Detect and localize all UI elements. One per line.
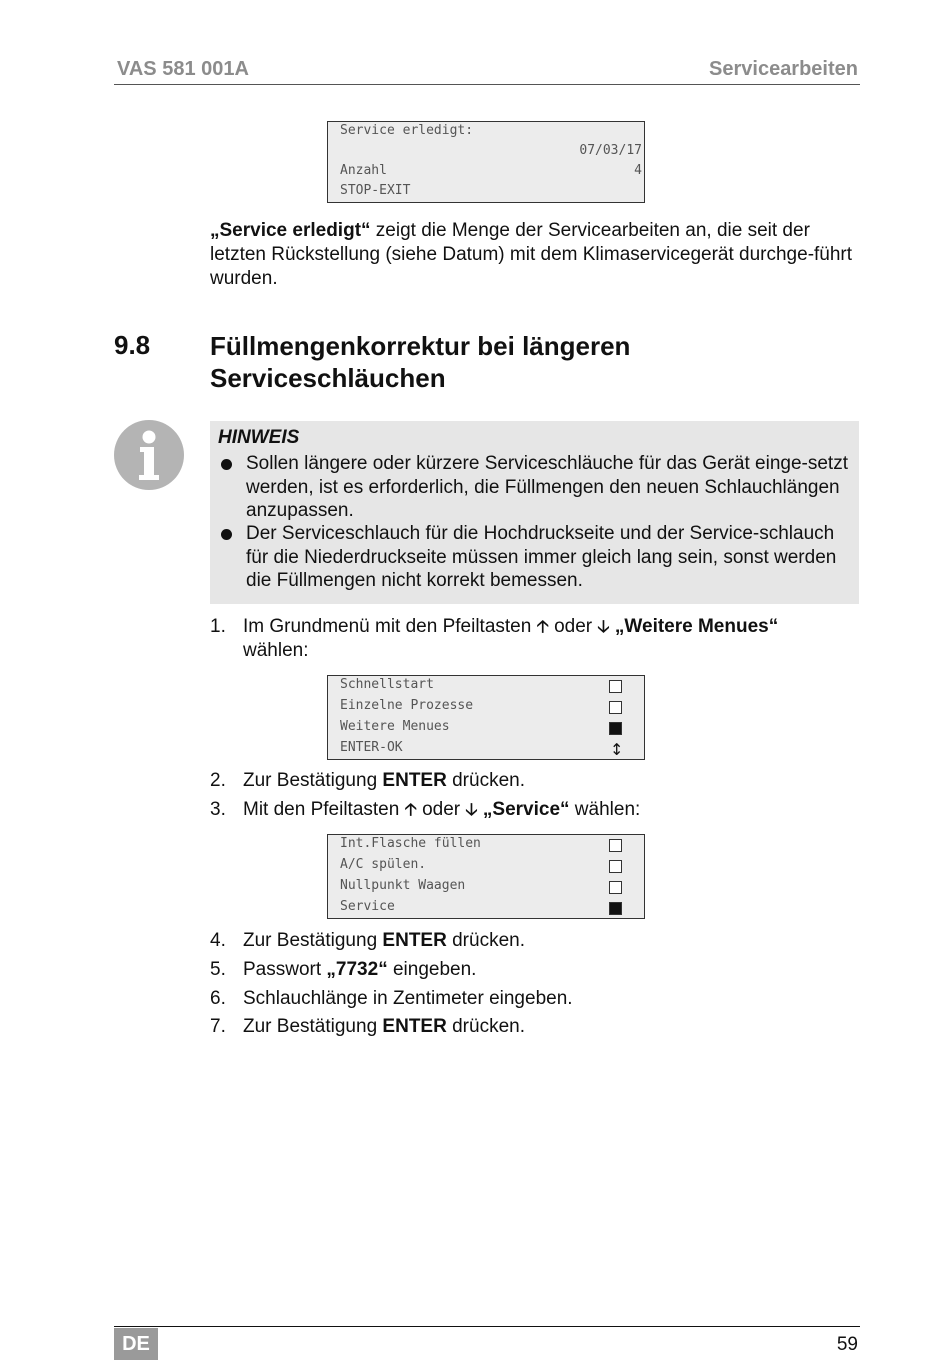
- note-title: HINWEIS: [218, 427, 300, 448]
- term: „Service erledigt“: [210, 220, 371, 241]
- lcd-menu-item: Schnellstart: [340, 677, 434, 692]
- checkbox: [609, 860, 622, 873]
- up-down-arrow-icon: ↕: [610, 740, 624, 759]
- step-text: Mit den Pfeiltasten 🡡 oder 🡣 „Service“ wählen:: [243, 799, 641, 820]
- checkbox: [609, 881, 622, 894]
- bullet: [221, 459, 232, 470]
- section-number: 9.8: [114, 330, 151, 360]
- step-number: 7.: [210, 1016, 226, 1037]
- lcd-line: STOP-EXIT: [340, 183, 411, 198]
- lcd-menu-item: Service: [340, 899, 395, 914]
- checkbox-selected: [609, 902, 622, 915]
- checkbox: [609, 701, 622, 714]
- intro-paragraph: [210, 219, 860, 291]
- bullet: [221, 529, 232, 540]
- header-rule: [114, 84, 860, 85]
- step-text: Zur Bestätigung ENTER drücken.: [243, 770, 525, 791]
- doc-id: VAS 581 001A: [117, 58, 249, 80]
- lcd-more-menu: [327, 834, 645, 919]
- language-badge: DE: [114, 1328, 158, 1360]
- note-bullet-text: Der Serviceschlauch für die Hochdruckseite und der Service-schlauch für die Niederdruckseite müssen immer gleich lang sein, sonst werden die Füllmengen nicht korrekt bemessen.: [246, 523, 837, 591]
- step-number: 1.: [210, 616, 226, 637]
- checkbox: [609, 839, 622, 852]
- step-text: Zur Bestätigung ENTER drücken.: [243, 1016, 525, 1037]
- lcd-date: 07/03/17: [579, 143, 642, 158]
- arrow-up-icon: 🡡: [404, 800, 417, 820]
- menu-name: „Service“: [482, 799, 570, 820]
- section-header: Servicearbeiten: [709, 58, 858, 80]
- step-number: 6.: [210, 988, 226, 1009]
- lcd-menu-item: Einzelne Prozesse: [340, 698, 474, 713]
- step-text: Im Grundmenü mit den Pfeiltasten 🡡 oder 🡣 „Weitere Menues“: [243, 616, 779, 637]
- step-text: Zur Bestätigung ENTER drücken.: [243, 930, 525, 951]
- lcd-main-menu: [327, 675, 645, 760]
- lcd-count-label: Anzahl: [340, 163, 387, 178]
- section-title: Füllmengenkorrektur bei längeren Serviceschläuchen: [210, 331, 631, 393]
- lcd-service-done: [327, 121, 645, 203]
- lcd-menu-item: Weitere Menues: [340, 719, 450, 734]
- lcd-line: Service erledigt:: [340, 123, 474, 138]
- step-text: Schlauchlänge in Zentimeter eingeben.: [243, 988, 573, 1009]
- menu-name: „Weitere Menues“: [614, 616, 779, 637]
- step-number: 4.: [210, 930, 226, 951]
- footer-rule: [114, 1326, 860, 1327]
- arrow-down-icon: 🡣: [597, 617, 610, 637]
- lcd-count: 4: [634, 163, 642, 178]
- paragraph-text: zeigt die Menge der Servicearbeiten an, die seit der letzten Rückstellung (siehe Datum) mit dem Klimaservicegerät durchge-führt wurden.: [210, 220, 853, 289]
- step-text: wählen:: [243, 640, 309, 661]
- lcd-menu-item: Nullpunkt Waagen: [340, 878, 466, 893]
- checkbox: [609, 680, 622, 693]
- step-text: Passwort „7732“ eingeben.: [243, 959, 477, 980]
- step-number: 3.: [210, 799, 226, 820]
- note-box: [210, 421, 859, 604]
- note-bullet-text: Sollen längere oder kürzere Serviceschläuche für das Gerät einge-setzt werden, ist es erforderlich, die Füllmengen den neuen Schlauchlängen anzupassen.: [246, 453, 848, 521]
- lcd-menu-item: Int.Flasche füllen: [340, 836, 481, 851]
- lcd-menu-item: A/C spülen.: [340, 857, 427, 872]
- info-icon: [114, 420, 184, 490]
- arrow-up-icon: 🡡: [536, 617, 549, 637]
- step-number: 5.: [210, 959, 226, 980]
- checkbox-selected: [609, 722, 622, 735]
- page-number: 59: [836, 1334, 858, 1355]
- lcd-footer: ENTER-OK: [340, 740, 403, 755]
- arrow-down-icon: 🡣: [465, 800, 478, 820]
- step-number: 2.: [210, 770, 226, 791]
